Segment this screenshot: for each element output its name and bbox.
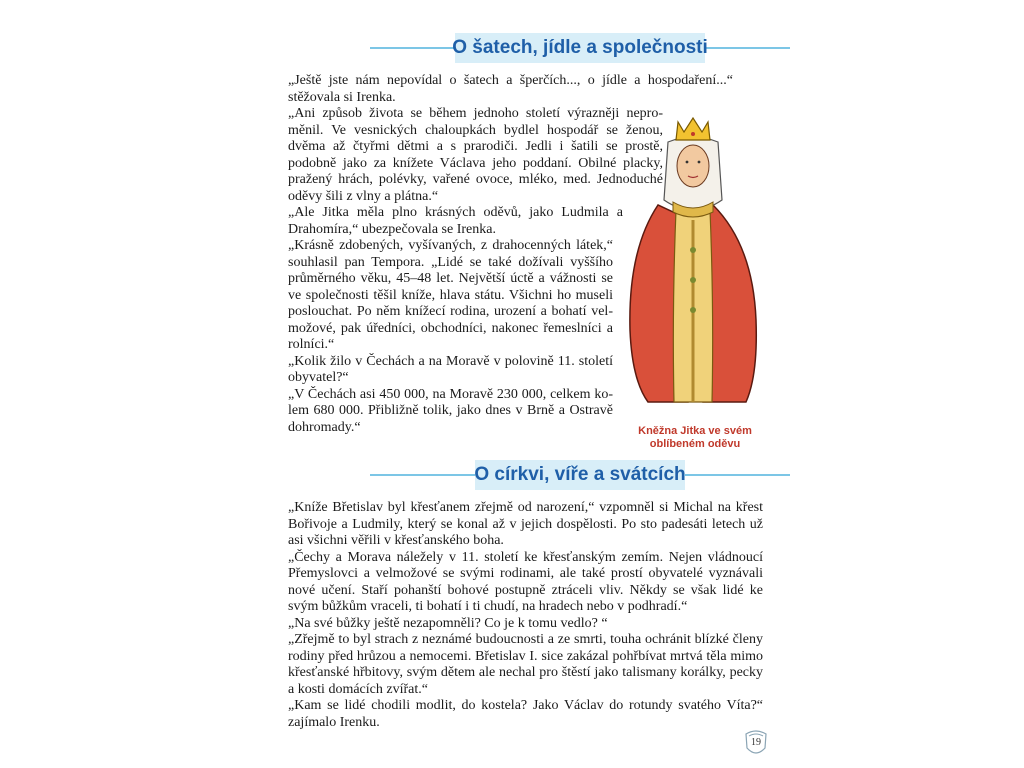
paragraph: „Kolik žilo v Čechách a na Moravě v polovině 11. století obyvatel?“: [288, 353, 613, 385]
paragraph: „Kam se lidé chodili modlit, do kostela? Jako Václav do rotundy svatého Víta?“ zajímalo Irenku.: [288, 698, 763, 730]
section-title: O šatech, jídle a společnosti: [452, 37, 708, 58]
page-number: 19: [751, 737, 761, 748]
heading-banner: [475, 460, 685, 490]
page-number-badge: [742, 728, 770, 758]
duchess-jitka-illustration: [618, 110, 766, 410]
paragraph: „Krásně zdobených, vyšívaných, z drahocenných látek,“ souhlasil pan Tempora. „Lidé se také dožívali vyššího průměrného věku, 45–48 let. Největší úctě a vážnosti se ve společnosti těšil kníže, hlava státu. Všichni ho museli poslouchat. Po něm knížecí rodina, urození a bohatí velmožové, pak úředníci, obchodníci, nakonec řemeslníci a rolníci.“: [288, 238, 613, 352]
heading-banner: [452, 33, 708, 63]
section-text-bottom: [288, 500, 763, 731]
paragraph: „Ale Jitka měla plno krásných oděvů, jako Ludmila a Drahomíra,“ ubezpečovala se Irenka.: [288, 205, 623, 237]
illustration-caption: Kněžna Jitka ve svém oblíbeném oděvu: [638, 425, 752, 450]
section-heading-church-faith-holidays: [380, 460, 780, 490]
paragraph: „Ještě jste nám nepovídal o šatech a šperčích..., o jídle a hospodaření...“ stěžovala si Irenka.: [288, 73, 733, 105]
paragraph: „Ani způsob života se během jednoho století výrazněji neproměnil. Ve vesnických chaloupkách bydlel hospodář se ženou, dvěma až čtyřmi dětmi a s prarodiči. Jedli i šatili se prostě, podobně jako za knížete Václava jeho poddaní. Obilné placky, pražený hrách, polévky, vařené ovoce, mléko, med. Jednoduché oděvy šili z vlny a plátna.“: [288, 106, 663, 204]
paragraph: „Čechy a Morava náležely v 11. století ke křesťanským zemím. Nejen vládnoucí Přemyslovci a velmožové se svými rodinami, ale také prostí obyvatelé vyznávali nové učení. Staří pohanští bohové postupně ztráceli vliv. Někdy se však lidé ke svým bůžkům vraceli, ti bohatí i ti chudí, na hradech nebo v podhradí.“: [288, 549, 763, 614]
paragraph: „Zřejmě to byl strach z neznámé budoucnosti a ze smrti, touha ochránit blízké členy rodiny před hrůzou a nemocemi. Břetislav I. sice zakázal pohřbívat mrtvá těla mimo křesťanské hřbitovy, svým dětem ale nechal pro štěstí jako talismany korálky, pecky a kosti domácích zvířat.“: [288, 632, 763, 697]
section-title: O církvi, víře a svátcích: [474, 464, 686, 485]
paragraph: „Na své bůžky ještě nezapomněli? Co je k tomu vedlo? “: [288, 615, 608, 631]
section-heading-clothing-food-society: [380, 33, 780, 63]
paragraph: „V Čechách asi 450 000, na Moravě 230 000, celkem kolem 680 000. Přibližně tolik, jako dnes v Brně a Ostravě dohromady.“: [288, 386, 613, 435]
paragraph: „Kníže Břetislav byl křesťanem zřejmě od narození,“ vzpomněl si Michal na křest Bořivoje a Ludmily, který se konal až v jejich dospělosti. Po sto padesáti letech už asi všichni věřili v křesťanského boha.: [288, 500, 763, 548]
